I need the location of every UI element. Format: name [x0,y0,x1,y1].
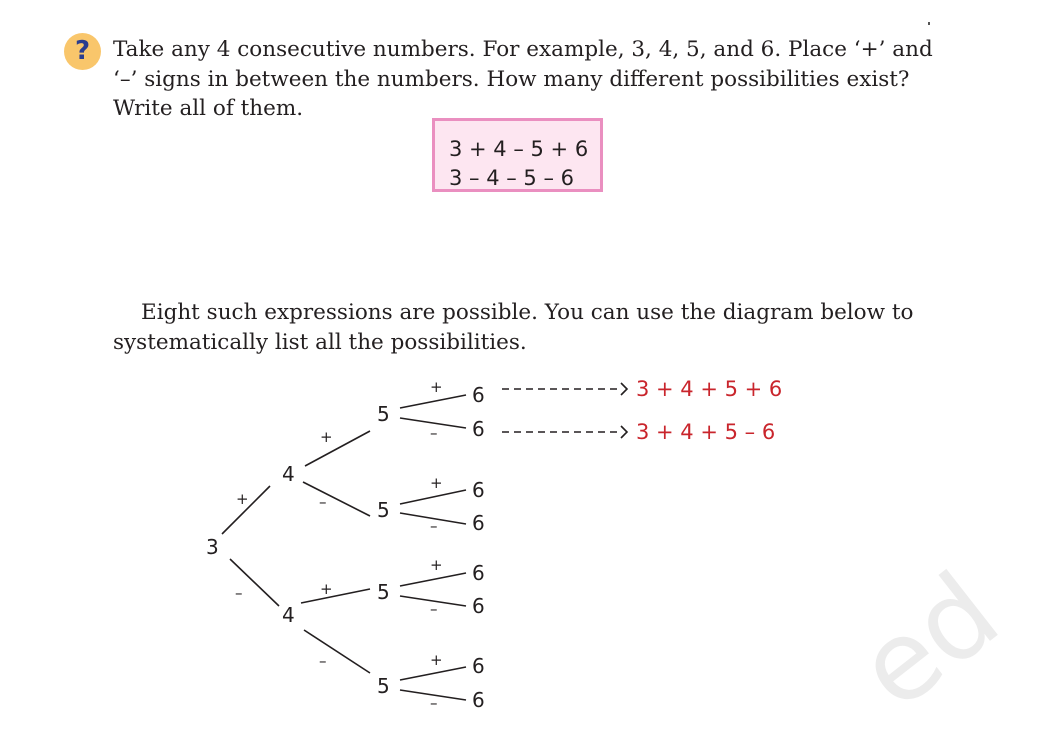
explanation-paragraph: Eight such expressions are possible. You can use the diagram below to systematically list all the possibilities. [113,300,914,355]
leaf-6-c: 6 [472,478,485,502]
leaf-6-d: 6 [472,511,485,535]
branch-4a-5a [305,431,370,466]
sign-minus-4a-5b: – [319,493,327,511]
branch-4a-5b [303,482,370,516]
sign-minus-3-4: – [235,584,243,602]
node-5-c: 5 [377,580,390,604]
node-5-b: 5 [377,498,390,522]
node-5-a: 5 [377,402,390,426]
node-5-d: 5 [377,674,390,698]
leaf-6-a: 6 [472,383,485,407]
leaf-6-f: 6 [472,594,485,618]
question-mark-icon: ? [64,33,101,70]
sign-minus-5c-6f: – [430,600,438,618]
leaf-6-e: 6 [472,561,485,585]
branch-4b-5d [304,630,370,673]
watermark-fragment: ed [834,548,1022,734]
sign-minus-4b-5d: – [319,652,327,670]
example-line-1: 3 + 4 – 5 + 6 [449,137,589,161]
branch-5c-6e [400,573,466,586]
node-root: 3 [206,535,219,559]
sign-plus-5c-6e: + [430,556,443,574]
arrow-head-1-icon [621,383,627,395]
node-4-bottom: 4 [282,603,295,627]
sign-plus-5b-6c: + [430,474,443,492]
example-line-2: 3 – 4 – 5 – 6 [449,166,574,190]
arrow-head-2-icon [621,426,627,438]
node-4-top: 4 [282,462,295,486]
sign-plus-4a-5a: + [320,428,333,446]
sign-plus-5d-6g: + [430,651,443,669]
sign-plus-4b-5c: + [320,580,333,598]
result-expression-2: 3 + 4 + 5 – 6 [636,420,776,444]
leaf-6-h: 6 [472,688,485,712]
sign-minus-5d-6h: – [430,694,438,712]
sign-minus-5b-6d: – [430,517,438,535]
leaf-6-g: 6 [472,654,485,678]
leaf-6-b: 6 [472,417,485,441]
sign-minus-5a-6b: – [430,424,438,442]
branch-5b-6c [400,490,466,504]
question-text: Take any 4 consecutive numbers. For example, 3, 4, 5, and 6. Place ‘+’ and ‘–’ signs in between the numbers. How many different possibilities exist? Write all of them. [113,37,933,121]
result-expression-1: 3 + 4 + 5 + 6 [636,377,783,401]
branch-5a-6a [400,395,466,408]
sign-plus-5a-6a: + [430,378,443,396]
sign-plus-3-4: + [236,490,249,508]
branch-4b-5c [301,589,370,603]
